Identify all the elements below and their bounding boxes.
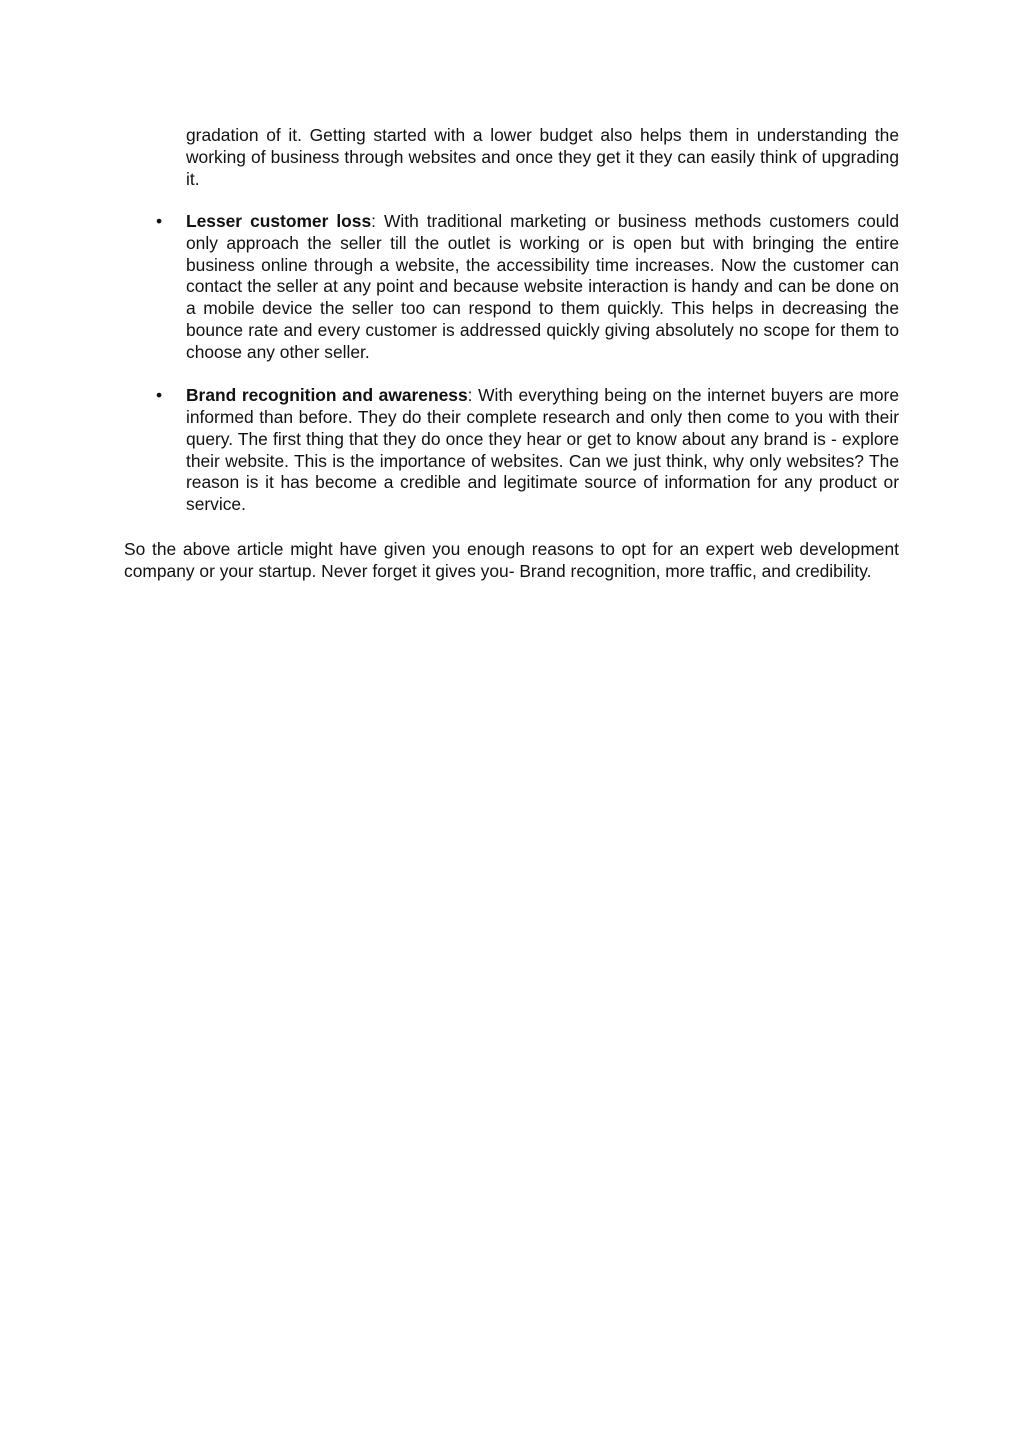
list-item xyxy=(0,385,899,516)
bullet-icon: • xyxy=(156,211,163,231)
benefits-list xyxy=(0,211,1023,538)
list-item-term: Brand recognition and awareness xyxy=(186,385,468,406)
list-item-term: Lesser customer loss xyxy=(186,211,372,231)
list-item-text: : With everything being on the internet buyers are more informed than before. They do their complete research and only then come to you with their query. The first thing that they do once they hear or get to know about any brand is - explore their website. This is the importance of websites. Can we just think, why only websites? The reason is it has become a credible and legitimate source of information for any product or service. xyxy=(186,385,899,515)
continuation-paragraph: gradation of it. Getting started with a lower budget also helps them in understanding the working of business through websites and once they get it they can easily think of upgrading it. xyxy=(186,125,899,189)
conclusion-paragraph: So the above article might have given you enough reasons to opt for an expert web development company or your startup. Never forget it gives you- Brand recognition, more traffic, and credibility. xyxy=(124,539,899,581)
list-item xyxy=(0,211,899,364)
list-item-text: : With traditional marketing or business methods customers could only approach the seller till the outlet is working or is open but with bringing the entire business online through a website, the accessibility time increases. Now the customer can contact the seller at any point and because website interaction is handy and can be done on a mobile device the seller too can respond to them quickly. This helps in decreasing the bounce rate and every customer is addressed quickly giving absolutely no scope for them to choose any other seller. xyxy=(186,211,899,362)
bullet-icon: • xyxy=(156,385,163,406)
